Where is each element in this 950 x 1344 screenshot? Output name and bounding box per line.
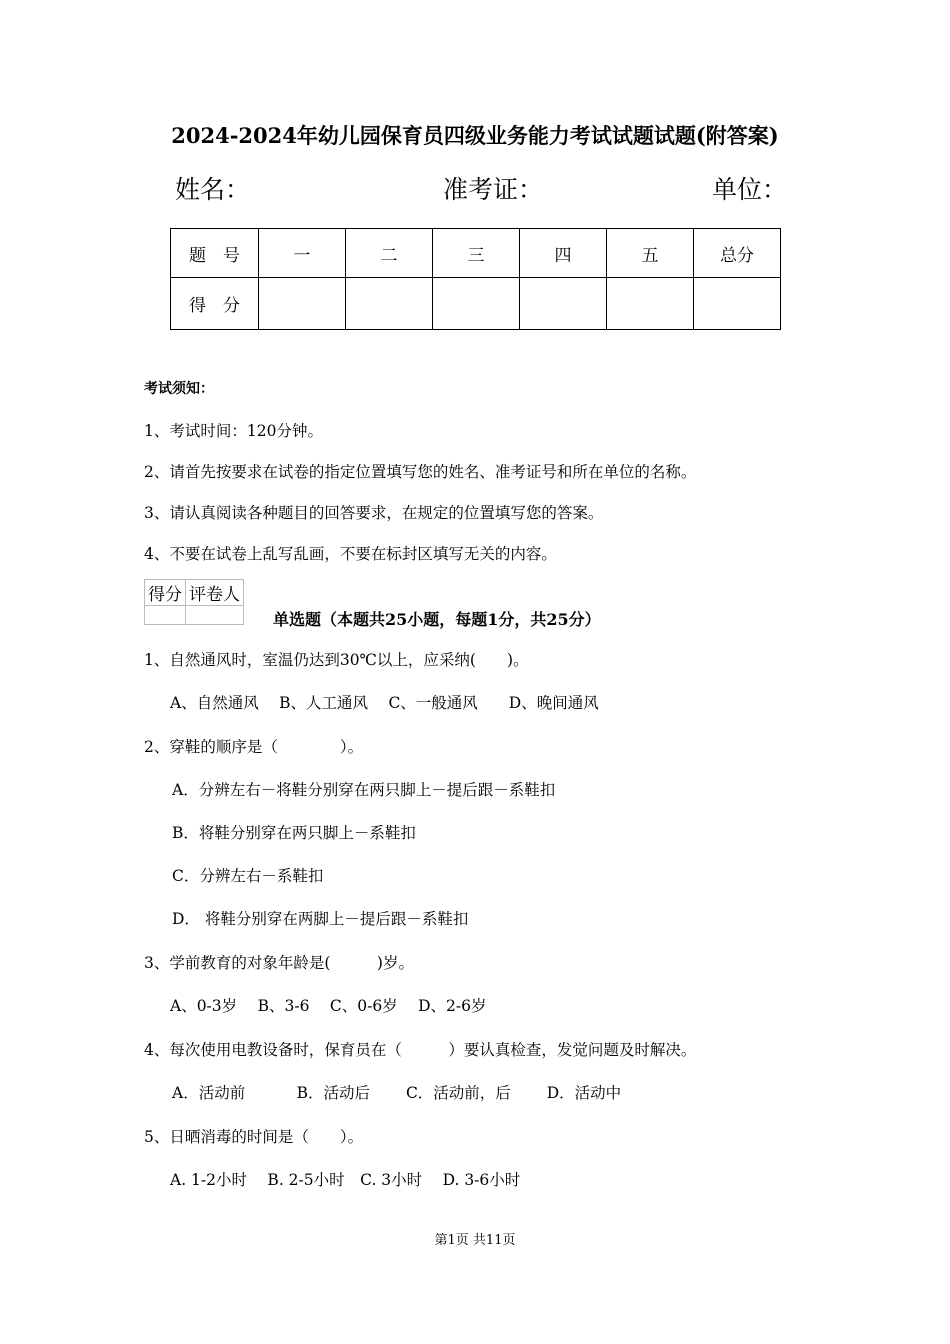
score-table	[170, 228, 781, 330]
grader-box-score-label: 得分	[145, 580, 186, 606]
question-text: 1、自然通风时，室温仍达到30℃以上，应采纳( )。	[144, 651, 529, 669]
score-table-header-cell: 二	[346, 229, 433, 278]
notice-item: 2、请首先按要求在试卷的指定位置填写您的姓名、准考证号和所在单位的名称。	[144, 463, 697, 481]
grader-box-blank-row	[145, 606, 244, 625]
exam-id-field-label: 准考证：	[443, 175, 544, 204]
grader-box-score-cell[interactable]	[145, 606, 186, 625]
score-cell[interactable]	[346, 278, 433, 330]
name-field-label: 姓名：	[175, 175, 251, 204]
score-cell[interactable]	[433, 278, 520, 330]
score-cell[interactable]	[694, 278, 781, 330]
grader-box-grader-label: 评卷人	[186, 580, 244, 606]
question-option: C．分辨左右－系鞋扣	[172, 867, 324, 885]
grader-box	[144, 579, 244, 625]
notice-item: 3、请认真阅读各种题目的回答要求，在规定的位置填写您的答案。	[144, 504, 604, 522]
question-option: A．分辨左右－将鞋分别穿在两只脚上－提后跟－系鞋扣	[172, 781, 556, 799]
score-table-header-cell: 五	[607, 229, 694, 278]
question-option: B．将鞋分别穿在两只脚上－系鞋扣	[172, 824, 416, 842]
page-footer: 第1页 共11页	[434, 1233, 516, 1248]
score-table-header-cell: 四	[520, 229, 607, 278]
score-row-label: 得 分	[171, 278, 259, 330]
grader-box-header-row	[145, 580, 244, 606]
page-title: 2024-2024年幼儿园保育员四级业务能力考试试题试题(附答案)	[171, 123, 779, 148]
notice-item: 4、不要在试卷上乱写乱画，不要在标封区填写无关的内容。	[144, 545, 557, 563]
question-text: 3、学前教育的对象年龄是( )岁。	[144, 954, 414, 972]
unit-field-label: 单位：	[712, 175, 788, 204]
question-options: A．活动前 B．活动后 C．活动前，后 D．活动中	[172, 1084, 622, 1102]
notice-heading: 考试须知：	[144, 381, 214, 397]
notice-item: 1、考试时间：120分钟。	[144, 422, 323, 440]
question-text: 2、穿鞋的顺序是（ ）。	[144, 738, 364, 756]
score-table-score-row	[171, 278, 781, 330]
score-table-header-cell: 三	[433, 229, 520, 278]
score-cell[interactable]	[520, 278, 607, 330]
score-table-header-cell: 一	[259, 229, 346, 278]
section-title: 单选题（本题共25小题，每题1分，共25分）	[273, 610, 601, 629]
question-options: A、自然通风 B、人工通风 C、一般通风 D、晚间通风	[170, 694, 599, 712]
question-options: A、0-3岁 B、3-6 C、0-6岁 D、2-6岁	[170, 997, 487, 1015]
grader-box-grader-cell[interactable]	[186, 606, 244, 625]
question-text: 4、每次使用电教设备时，保育员在（ ）要认真检查，发觉问题及时解决。	[144, 1041, 697, 1059]
score-cell[interactable]	[607, 278, 694, 330]
score-table-header-row	[171, 229, 781, 278]
score-table-header-cell: 题 号	[171, 229, 259, 278]
score-cell[interactable]	[259, 278, 346, 330]
score-table-header-cell: 总分	[694, 229, 781, 278]
question-text: 5、日晒消毒的时间是（ ）。	[144, 1128, 364, 1146]
question-option: D． 将鞋分别穿在两脚上－提后跟－系鞋扣	[172, 910, 469, 928]
question-options: A. 1-2小时 B. 2-5小时 C. 3小时 D. 3-6小时	[170, 1171, 521, 1189]
